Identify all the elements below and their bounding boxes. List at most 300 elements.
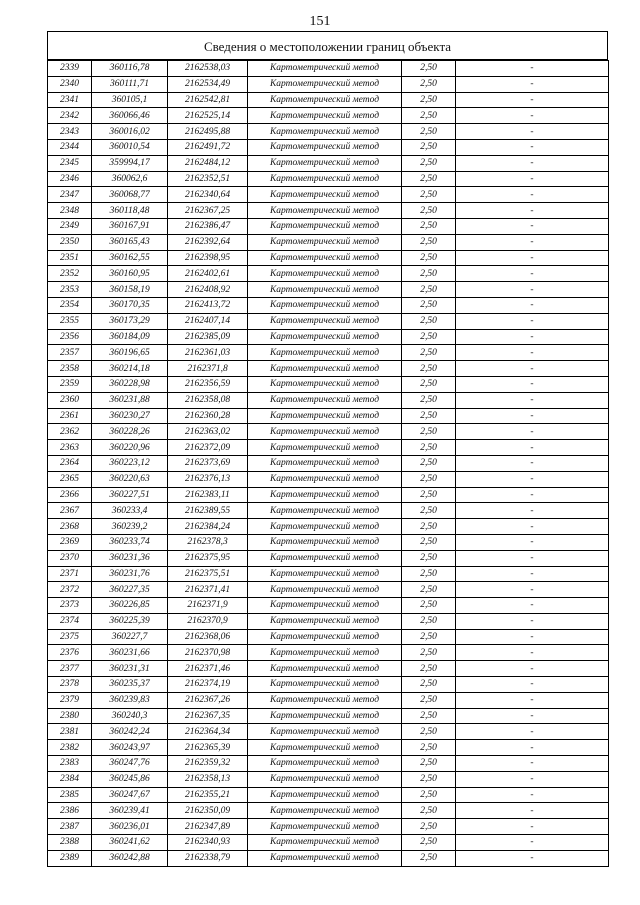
accuracy-cell: 2,50 <box>402 487 456 503</box>
accuracy-cell: 2,50 <box>402 550 456 566</box>
table-row <box>48 187 609 203</box>
boundary-table-frame <box>47 31 608 867</box>
description-cell: - <box>456 534 609 550</box>
x-coordinate-cell: 360227,51 <box>92 487 168 503</box>
method-cell: Картометрический метод <box>248 850 402 866</box>
y-coordinate-cell: 2162372,09 <box>168 440 248 456</box>
table-row <box>48 835 609 851</box>
x-coordinate-cell: 360240,3 <box>92 708 168 724</box>
x-coordinate-cell: 360170,35 <box>92 297 168 313</box>
method-cell: Картометрический метод <box>248 692 402 708</box>
method-cell: Картометрический метод <box>248 756 402 772</box>
table-row <box>48 740 609 756</box>
table-row <box>48 503 609 519</box>
accuracy-cell: 2,50 <box>402 803 456 819</box>
x-coordinate-cell: 360233,4 <box>92 503 168 519</box>
accuracy-cell: 2,50 <box>402 677 456 693</box>
description-cell: - <box>456 376 609 392</box>
y-coordinate-cell: 2162375,95 <box>168 550 248 566</box>
y-coordinate-cell: 2162360,28 <box>168 408 248 424</box>
point-number-cell: 2339 <box>48 61 92 77</box>
y-coordinate-cell: 2162384,24 <box>168 519 248 535</box>
method-cell: Картометрический метод <box>248 297 402 313</box>
table-row <box>48 677 609 693</box>
x-coordinate-cell: 360227,7 <box>92 629 168 645</box>
method-cell: Картометрический метод <box>248 582 402 598</box>
method-cell: Картометрический метод <box>248 187 402 203</box>
point-number-cell: 2376 <box>48 645 92 661</box>
description-cell: - <box>456 692 609 708</box>
y-coordinate-cell: 2162386,47 <box>168 218 248 234</box>
y-coordinate-cell: 2162383,11 <box>168 487 248 503</box>
description-cell: - <box>456 282 609 298</box>
x-coordinate-cell: 360068,77 <box>92 187 168 203</box>
accuracy-cell: 2,50 <box>402 313 456 329</box>
point-number-cell: 2359 <box>48 376 92 392</box>
method-cell: Картометрический метод <box>248 171 402 187</box>
point-number-cell: 2345 <box>48 155 92 171</box>
point-number-cell: 2375 <box>48 629 92 645</box>
accuracy-cell: 2,50 <box>402 218 456 234</box>
x-coordinate-cell: 360062,6 <box>92 171 168 187</box>
y-coordinate-cell: 2162371,46 <box>168 661 248 677</box>
x-coordinate-cell: 360225,39 <box>92 613 168 629</box>
description-cell: - <box>456 187 609 203</box>
point-number-cell: 2387 <box>48 819 92 835</box>
method-cell: Картометрический метод <box>248 534 402 550</box>
table-row <box>48 313 609 329</box>
point-number-cell: 2363 <box>48 440 92 456</box>
x-coordinate-cell: 360242,24 <box>92 724 168 740</box>
point-number-cell: 2384 <box>48 771 92 787</box>
accuracy-cell: 2,50 <box>402 471 456 487</box>
method-cell: Картометрический метод <box>248 645 402 661</box>
table-row <box>48 203 609 219</box>
x-coordinate-cell: 360247,76 <box>92 756 168 772</box>
method-cell: Картометрический метод <box>248 440 402 456</box>
accuracy-cell: 2,50 <box>402 124 456 140</box>
x-coordinate-cell: 360220,96 <box>92 440 168 456</box>
table-row <box>48 92 609 108</box>
description-cell: - <box>456 440 609 456</box>
x-coordinate-cell: 360214,18 <box>92 361 168 377</box>
description-cell: - <box>456 266 609 282</box>
accuracy-cell: 2,50 <box>402 566 456 582</box>
table-row <box>48 803 609 819</box>
table-row <box>48 139 609 155</box>
x-coordinate-cell: 360220,63 <box>92 471 168 487</box>
method-cell: Картометрический метод <box>248 345 402 361</box>
x-coordinate-cell: 360173,29 <box>92 313 168 329</box>
y-coordinate-cell: 2162371,8 <box>168 361 248 377</box>
x-coordinate-cell: 360231,88 <box>92 392 168 408</box>
method-cell: Картометрический метод <box>248 76 402 92</box>
table-row <box>48 645 609 661</box>
accuracy-cell: 2,50 <box>402 424 456 440</box>
description-cell: - <box>456 708 609 724</box>
description-cell: - <box>456 139 609 155</box>
point-number-cell: 2360 <box>48 392 92 408</box>
method-cell: Картометрический метод <box>248 566 402 582</box>
point-number-cell: 2367 <box>48 503 92 519</box>
description-cell: - <box>456 487 609 503</box>
y-coordinate-cell: 2162340,93 <box>168 835 248 851</box>
table-row <box>48 850 609 866</box>
table-row <box>48 582 609 598</box>
description-cell: - <box>456 218 609 234</box>
y-coordinate-cell: 2162358,08 <box>168 392 248 408</box>
x-coordinate-cell: 360223,12 <box>92 455 168 471</box>
point-number-cell: 2343 <box>48 124 92 140</box>
accuracy-cell: 2,50 <box>402 61 456 77</box>
point-number-cell: 2374 <box>48 613 92 629</box>
point-number-cell: 2379 <box>48 692 92 708</box>
table-row <box>48 424 609 440</box>
method-cell: Картометрический метод <box>248 408 402 424</box>
y-coordinate-cell: 2162371,41 <box>168 582 248 598</box>
y-coordinate-cell: 2162534,49 <box>168 76 248 92</box>
point-number-cell: 2386 <box>48 803 92 819</box>
point-number-cell: 2377 <box>48 661 92 677</box>
point-number-cell: 2368 <box>48 519 92 535</box>
y-coordinate-cell: 2162367,35 <box>168 708 248 724</box>
y-coordinate-cell: 2162408,92 <box>168 282 248 298</box>
point-number-cell: 2385 <box>48 787 92 803</box>
accuracy-cell: 2,50 <box>402 392 456 408</box>
point-number-cell: 2347 <box>48 187 92 203</box>
description-cell: - <box>456 503 609 519</box>
point-number-cell: 2381 <box>48 724 92 740</box>
y-coordinate-cell: 2162374,19 <box>168 677 248 693</box>
y-coordinate-cell: 2162368,06 <box>168 629 248 645</box>
table-row <box>48 155 609 171</box>
x-coordinate-cell: 360158,19 <box>92 282 168 298</box>
description-cell: - <box>456 392 609 408</box>
method-cell: Картометрический метод <box>248 708 402 724</box>
table-row <box>48 266 609 282</box>
x-coordinate-cell: 360228,26 <box>92 424 168 440</box>
method-cell: Картометрический метод <box>248 724 402 740</box>
table-row <box>48 819 609 835</box>
method-cell: Картометрический метод <box>248 819 402 835</box>
table-row <box>48 534 609 550</box>
accuracy-cell: 2,50 <box>402 819 456 835</box>
point-number-cell: 2373 <box>48 598 92 614</box>
x-coordinate-cell: 360016,02 <box>92 124 168 140</box>
y-coordinate-cell: 2162484,12 <box>168 155 248 171</box>
description-cell: - <box>456 835 609 851</box>
y-coordinate-cell: 2162389,55 <box>168 503 248 519</box>
description-cell: - <box>456 61 609 77</box>
description-cell: - <box>456 519 609 535</box>
x-coordinate-cell: 360167,91 <box>92 218 168 234</box>
description-cell: - <box>456 250 609 266</box>
description-cell: - <box>456 645 609 661</box>
point-number-cell: 2361 <box>48 408 92 424</box>
table-row <box>48 76 609 92</box>
point-number-cell: 2365 <box>48 471 92 487</box>
method-cell: Картометрический метод <box>248 424 402 440</box>
description-cell: - <box>456 124 609 140</box>
table-row <box>48 756 609 772</box>
description-cell: - <box>456 613 609 629</box>
point-number-cell: 2349 <box>48 218 92 234</box>
accuracy-cell: 2,50 <box>402 329 456 345</box>
method-cell: Картометрический метод <box>248 835 402 851</box>
point-number-cell: 2371 <box>48 566 92 582</box>
accuracy-cell: 2,50 <box>402 629 456 645</box>
accuracy-cell: 2,50 <box>402 266 456 282</box>
x-coordinate-cell: 360231,76 <box>92 566 168 582</box>
point-number-cell: 2383 <box>48 756 92 772</box>
accuracy-cell: 2,50 <box>402 139 456 155</box>
y-coordinate-cell: 2162367,26 <box>168 692 248 708</box>
y-coordinate-cell: 2162356,59 <box>168 376 248 392</box>
accuracy-cell: 2,50 <box>402 661 456 677</box>
y-coordinate-cell: 2162413,72 <box>168 297 248 313</box>
x-coordinate-cell: 360165,43 <box>92 234 168 250</box>
y-coordinate-cell: 2162375,51 <box>168 566 248 582</box>
y-coordinate-cell: 2162363,02 <box>168 424 248 440</box>
y-coordinate-cell: 2162370,98 <box>168 645 248 661</box>
method-cell: Картометрический метод <box>248 361 402 377</box>
accuracy-cell: 2,50 <box>402 92 456 108</box>
method-cell: Картометрический метод <box>248 771 402 787</box>
description-cell: - <box>456 771 609 787</box>
y-coordinate-cell: 2162525,14 <box>168 108 248 124</box>
y-coordinate-cell: 2162402,61 <box>168 266 248 282</box>
point-number-cell: 2382 <box>48 740 92 756</box>
x-coordinate-cell: 360243,97 <box>92 740 168 756</box>
x-coordinate-cell: 360245,86 <box>92 771 168 787</box>
y-coordinate-cell: 2162398,95 <box>168 250 248 266</box>
x-coordinate-cell: 360160,95 <box>92 266 168 282</box>
point-number-cell: 2342 <box>48 108 92 124</box>
accuracy-cell: 2,50 <box>402 850 456 866</box>
description-cell: - <box>456 629 609 645</box>
point-number-cell: 2358 <box>48 361 92 377</box>
method-cell: Картометрический метод <box>248 519 402 535</box>
method-cell: Картометрический метод <box>248 677 402 693</box>
y-coordinate-cell: 2162407,14 <box>168 313 248 329</box>
accuracy-cell: 2,50 <box>402 740 456 756</box>
description-cell: - <box>456 550 609 566</box>
method-cell: Картометрический метод <box>248 803 402 819</box>
y-coordinate-cell: 2162392,64 <box>168 234 248 250</box>
y-coordinate-cell: 2162358,13 <box>168 771 248 787</box>
point-number-cell: 2389 <box>48 850 92 866</box>
accuracy-cell: 2,50 <box>402 408 456 424</box>
table-row <box>48 629 609 645</box>
table-row <box>48 550 609 566</box>
description-cell: - <box>456 155 609 171</box>
x-coordinate-cell: 359994,17 <box>92 155 168 171</box>
y-coordinate-cell: 2162365,39 <box>168 740 248 756</box>
table-row <box>48 661 609 677</box>
point-number-cell: 2346 <box>48 171 92 187</box>
description-cell: - <box>456 582 609 598</box>
method-cell: Картометрический метод <box>248 455 402 471</box>
description-cell: - <box>456 661 609 677</box>
method-cell: Картометрический метод <box>248 661 402 677</box>
accuracy-cell: 2,50 <box>402 708 456 724</box>
point-number-cell: 2366 <box>48 487 92 503</box>
y-coordinate-cell: 2162371,9 <box>168 598 248 614</box>
accuracy-cell: 2,50 <box>402 171 456 187</box>
table-title: Сведения о местоположении границ объекта <box>47 31 608 60</box>
point-number-cell: 2355 <box>48 313 92 329</box>
point-number-cell: 2344 <box>48 139 92 155</box>
point-number-cell: 2353 <box>48 282 92 298</box>
accuracy-cell: 2,50 <box>402 503 456 519</box>
accuracy-cell: 2,50 <box>402 692 456 708</box>
description-cell: - <box>456 455 609 471</box>
y-coordinate-cell: 2162491,72 <box>168 139 248 155</box>
point-number-cell: 2369 <box>48 534 92 550</box>
table-row <box>48 787 609 803</box>
method-cell: Картометрический метод <box>248 598 402 614</box>
description-cell: - <box>456 329 609 345</box>
x-coordinate-cell: 360233,74 <box>92 534 168 550</box>
method-cell: Картометрический метод <box>248 313 402 329</box>
table-body <box>48 61 609 867</box>
x-coordinate-cell: 360010,54 <box>92 139 168 155</box>
x-coordinate-cell: 360239,2 <box>92 519 168 535</box>
x-coordinate-cell: 360162,55 <box>92 250 168 266</box>
point-number-cell: 2351 <box>48 250 92 266</box>
accuracy-cell: 2,50 <box>402 534 456 550</box>
table-row <box>48 171 609 187</box>
accuracy-cell: 2,50 <box>402 582 456 598</box>
x-coordinate-cell: 360118,48 <box>92 203 168 219</box>
y-coordinate-cell: 2162340,64 <box>168 187 248 203</box>
x-coordinate-cell: 360111,71 <box>92 76 168 92</box>
method-cell: Картометрический метод <box>248 329 402 345</box>
accuracy-cell: 2,50 <box>402 76 456 92</box>
method-cell: Картометрический метод <box>248 550 402 566</box>
description-cell: - <box>456 76 609 92</box>
description-cell: - <box>456 203 609 219</box>
table-row <box>48 566 609 582</box>
method-cell: Картометрический метод <box>248 250 402 266</box>
table-row <box>48 455 609 471</box>
table-row <box>48 108 609 124</box>
description-cell: - <box>456 108 609 124</box>
x-coordinate-cell: 360235,37 <box>92 677 168 693</box>
y-coordinate-cell: 2162355,21 <box>168 787 248 803</box>
accuracy-cell: 2,50 <box>402 376 456 392</box>
description-cell: - <box>456 819 609 835</box>
point-number-cell: 2370 <box>48 550 92 566</box>
description-cell: - <box>456 756 609 772</box>
accuracy-cell: 2,50 <box>402 455 456 471</box>
table-row <box>48 124 609 140</box>
method-cell: Картометрический метод <box>248 266 402 282</box>
table-row <box>48 408 609 424</box>
table-row <box>48 613 609 629</box>
y-coordinate-cell: 2162350,09 <box>168 803 248 819</box>
point-number-cell: 2380 <box>48 708 92 724</box>
table-row <box>48 234 609 250</box>
x-coordinate-cell: 360231,31 <box>92 661 168 677</box>
x-coordinate-cell: 360231,66 <box>92 645 168 661</box>
x-coordinate-cell: 360228,98 <box>92 376 168 392</box>
y-coordinate-cell: 2162352,51 <box>168 171 248 187</box>
table-row <box>48 692 609 708</box>
accuracy-cell: 2,50 <box>402 519 456 535</box>
accuracy-cell: 2,50 <box>402 440 456 456</box>
method-cell: Картометрический метод <box>248 155 402 171</box>
table-row <box>48 61 609 77</box>
x-coordinate-cell: 360239,41 <box>92 803 168 819</box>
x-coordinate-cell: 360226,85 <box>92 598 168 614</box>
description-cell: - <box>456 171 609 187</box>
point-number-cell: 2362 <box>48 424 92 440</box>
table-row <box>48 250 609 266</box>
table-row <box>48 392 609 408</box>
method-cell: Картометрический метод <box>248 376 402 392</box>
accuracy-cell: 2,50 <box>402 724 456 740</box>
y-coordinate-cell: 2162338,79 <box>168 850 248 866</box>
accuracy-cell: 2,50 <box>402 203 456 219</box>
accuracy-cell: 2,50 <box>402 771 456 787</box>
accuracy-cell: 2,50 <box>402 835 456 851</box>
x-coordinate-cell: 360105,1 <box>92 92 168 108</box>
description-cell: - <box>456 424 609 440</box>
description-cell: - <box>456 234 609 250</box>
description-cell: - <box>456 598 609 614</box>
accuracy-cell: 2,50 <box>402 598 456 614</box>
y-coordinate-cell: 2162370,9 <box>168 613 248 629</box>
method-cell: Картометрический метод <box>248 503 402 519</box>
table-row <box>48 708 609 724</box>
point-number-cell: 2364 <box>48 455 92 471</box>
accuracy-cell: 2,50 <box>402 155 456 171</box>
accuracy-cell: 2,50 <box>402 787 456 803</box>
table-row <box>48 297 609 313</box>
accuracy-cell: 2,50 <box>402 282 456 298</box>
description-cell: - <box>456 724 609 740</box>
method-cell: Картометрический метод <box>248 61 402 77</box>
x-coordinate-cell: 360236,01 <box>92 819 168 835</box>
accuracy-cell: 2,50 <box>402 361 456 377</box>
accuracy-cell: 2,50 <box>402 645 456 661</box>
method-cell: Картометрический метод <box>248 613 402 629</box>
point-number-cell: 2352 <box>48 266 92 282</box>
y-coordinate-cell: 2162364,34 <box>168 724 248 740</box>
description-cell: - <box>456 313 609 329</box>
accuracy-cell: 2,50 <box>402 613 456 629</box>
x-coordinate-cell: 360066,46 <box>92 108 168 124</box>
table-row <box>48 471 609 487</box>
boundary-points-table <box>47 60 609 867</box>
point-number-cell: 2378 <box>48 677 92 693</box>
method-cell: Картометрический метод <box>248 629 402 645</box>
accuracy-cell: 2,50 <box>402 108 456 124</box>
point-number-cell: 2357 <box>48 345 92 361</box>
table-row <box>48 440 609 456</box>
table-row <box>48 361 609 377</box>
y-coordinate-cell: 2162495,88 <box>168 124 248 140</box>
y-coordinate-cell: 2162373,69 <box>168 455 248 471</box>
point-number-cell: 2340 <box>48 76 92 92</box>
x-coordinate-cell: 360239,83 <box>92 692 168 708</box>
y-coordinate-cell: 2162378,3 <box>168 534 248 550</box>
description-cell: - <box>456 408 609 424</box>
method-cell: Картометрический метод <box>248 282 402 298</box>
method-cell: Картометрический метод <box>248 124 402 140</box>
accuracy-cell: 2,50 <box>402 297 456 313</box>
